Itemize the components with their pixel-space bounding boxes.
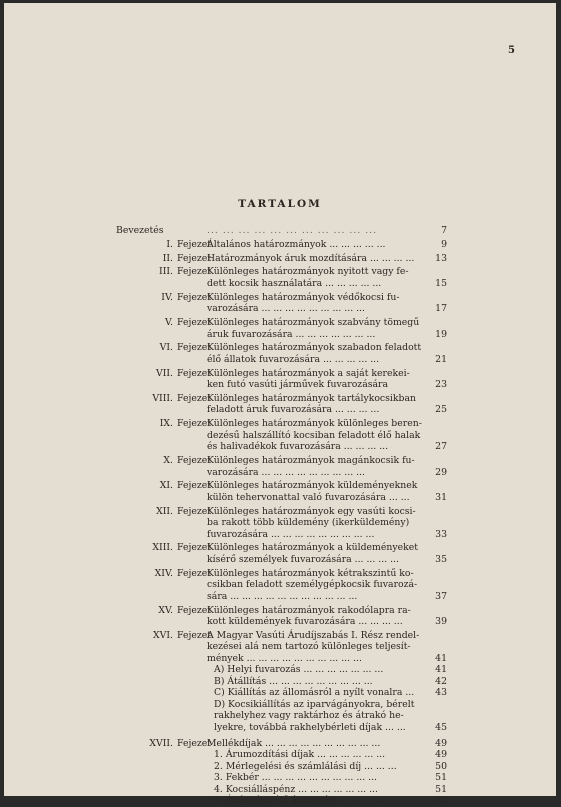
chapter-title-line: élő állatok fuvarozására ... ... ... ... ... (207, 353, 380, 365)
chapter-title-line: fuvarozására ... ... ... ... ... ... ... ... ... (207, 528, 375, 540)
chapter-word: Fejezet (177, 505, 211, 517)
chapter-word: Fejezet (177, 392, 211, 404)
chapter-word: Fejezet (177, 418, 211, 430)
chapter-page: 31 (435, 491, 447, 503)
chapter-page: 37 (435, 590, 447, 602)
chapter-number: XIII. (152, 542, 173, 554)
chapter-number: VI. (159, 342, 173, 354)
chapter-title-line: és halivadékok fuvarozására ... ... ... ... (207, 441, 389, 453)
chapter-word: Fejezet (177, 567, 211, 579)
chapter-title-line: áruk fuvarozására ... ... ... ... ... ... ... (207, 328, 376, 340)
chapter-title-line: ba rakott több küldemény (ikerküldemény) (207, 517, 410, 529)
chapter-number: II. (162, 252, 173, 264)
intro-page: 7 (441, 225, 447, 236)
intro-dots: ... ... ... ... ... ... ... ... ... ... ... (207, 225, 378, 236)
chapter-number: III. (159, 266, 173, 278)
chapter-word: Fejezet (177, 291, 211, 303)
chapter-word: Fejezet (177, 367, 211, 379)
chapter-title-line: kezései alá nem tartozó különleges teljesít- (207, 641, 411, 653)
chapter-title-line: Különleges határozmányok tartálykocsikban (207, 392, 416, 404)
chapter-page: 33 (435, 528, 447, 540)
subsection-label: lyekre, továbbá rakhelybérleti díjak ... ... (214, 721, 406, 733)
toc-heading: TARTALOM (238, 198, 322, 210)
subsection-page: 43 (435, 687, 447, 699)
chapter-title-line: A Magyar Vasúti Árudíjszabás I. Rész rendel- (207, 629, 420, 641)
chapter-page: 19 (435, 328, 447, 340)
chapter-word: Fejezet (177, 342, 211, 354)
chapter-title-line: Határozmányok áruk mozdítására ... ... ... ... (207, 252, 415, 264)
chapter-page: 41 (435, 652, 447, 664)
chapter-number: XI. (159, 480, 173, 492)
chapter-number: XII. (156, 505, 173, 517)
intro-label: Bevezetés (116, 225, 164, 236)
chapter-number: XV. (158, 604, 173, 616)
chapter-number: XVII. (149, 737, 173, 749)
subsection-label: rakhelyhez vagy raktárhoz és átrakó he- (214, 710, 404, 722)
subsection-page: 51 (435, 772, 447, 784)
chapter-page: 13 (435, 252, 447, 264)
subsection-label: 1. Árumozdítási díjak ... ... ... ... ... ... (214, 749, 386, 761)
chapter-title-line: sára ... ... ... ... ... ... ... ... ... ... ... (207, 590, 358, 602)
chapter-number: IV. (161, 291, 173, 303)
chapter-title-line: mények ... ... ... ... ... ... ... ... ... ... (207, 652, 362, 664)
chapter-title-line: Különleges határozmányok magánkocsik fu- (207, 455, 415, 466)
chapter-title-line: Különleges határozmányok szabvány tömegű (207, 317, 420, 328)
book-page (4, 3, 556, 807)
chapter-number: IX. (159, 418, 173, 430)
page-number: 5 (508, 45, 515, 56)
subsection-label: C) Kiállítás az állomásról a nyílt vonalra ... (214, 687, 415, 699)
chapter-word: Fejezet (177, 238, 211, 250)
subsection-label: D) Kocsikiállítás az iparvágányokra, bérelt (214, 698, 415, 710)
subsection-page: 50 (435, 760, 447, 772)
chapter-number: VIII. (152, 392, 173, 404)
subsection-page: 51 (435, 783, 447, 795)
chapter-title-line: Mellékdíjak ... ... ... ... ... ... ... ... ... ... (207, 737, 381, 749)
chapter-page: 27 (435, 441, 447, 453)
chapter-title-line: dett kocsik használatára ... ... ... ... ... (207, 277, 382, 289)
chapter-title-line: Különleges határozmányok egy vasúti kocsi- (207, 505, 416, 517)
chapter-page: 17 (435, 303, 447, 315)
chapter-word: Fejezet (177, 266, 211, 278)
chapter-title-line: Különleges határozmányok a saját kerekei- (207, 367, 410, 379)
subsection-page: 49 (435, 749, 447, 761)
chapter-word: Fejezet (177, 604, 211, 616)
chapter-title-line: Különleges határozmányok különleges beren- (207, 418, 422, 430)
chapter-number: X. (163, 455, 173, 466)
chapter-title-line: dezésű halszállító kocsiban feladott élő halak (207, 429, 421, 441)
chapter-title-line: kott küldemények fuvarozására ... ... ... ... (207, 616, 403, 627)
chapter-word: Fejezet (177, 455, 211, 466)
chapter-title-line: Különleges határozmányok a küldeményeket (207, 542, 418, 554)
chapter-title-line: külön tehervonattal való fuvarozására ... ... (207, 491, 410, 503)
subsection-page: 52 (435, 795, 447, 807)
chapter-title-line: varozására ... ... ... ... ... ... ... ... ... (207, 466, 365, 478)
subsection-page: 42 (435, 675, 447, 687)
chapter-number: XVI. (153, 629, 173, 641)
chapter-title-line: Különleges határozmányok rakodólapra ra- (207, 604, 411, 616)
chapter-number: XIV. (154, 567, 173, 579)
chapter-title-line: varozására ... ... ... ... ... ... ... ... ... (207, 303, 365, 315)
chapter-title-line: Általános határozmányok ... ... ... ... ... (207, 238, 386, 250)
chapter-word: Fejezet (177, 480, 211, 492)
chapter-page: 25 (435, 404, 447, 416)
chapter-number: V. (164, 317, 173, 328)
chapter-title-line: Különleges határozmányok küldeményeknek (207, 480, 418, 492)
chapter-number: I. (166, 238, 173, 250)
chapter-page: 15 (435, 277, 447, 289)
chapter-title-line: csikban feladott személygépkocsik fuvarozá- (207, 579, 418, 591)
chapter-word: Fejezet (177, 317, 211, 328)
subsection-label: 5. Álláspénz élő állatokért ... ... ... ... (214, 795, 385, 807)
chapter-word: Fejezet (177, 629, 211, 641)
chapter-title-line: Különleges határozmányok nyitott vagy fe- (207, 266, 409, 278)
chapter-title-line: kísérő személyek fuvarozására ... ... ... ... (207, 553, 399, 565)
chapter-page: 9 (441, 238, 447, 250)
subsection-label: 4. Kocsiálláspénz ... ... ... ... ... ... ... (214, 783, 378, 795)
chapter-title-line: Különleges határozmányok védőkocsi fu- (207, 291, 400, 303)
subsection-page: 41 (435, 664, 447, 676)
chapter-page: 29 (435, 466, 447, 478)
chapter-number: VII. (155, 367, 173, 379)
chapter-page: 35 (435, 553, 447, 565)
subsection-label: 3. Fekbér ... ... ... ... ... ... ... ... ... ... (214, 772, 378, 784)
subsection-page: 45 (435, 721, 447, 733)
chapter-page: 21 (435, 353, 447, 365)
subsection-label: 2. Mérlegelési és számlálási díj ... ... ... (214, 760, 397, 772)
chapter-title-line: Különleges határozmányok kétrakszintű ko- (207, 567, 414, 579)
chapter-word: Fejezet (177, 542, 211, 554)
chapter-page: 49 (435, 737, 447, 749)
chapter-word: Fejezet (177, 252, 211, 264)
chapter-page: 39 (435, 616, 447, 627)
chapter-title-line: ken futó vasúti járművek fuvarozására (207, 379, 389, 391)
chapter-page: 23 (435, 379, 447, 391)
chapter-title-line: Különleges határozmányok szabadon feladott (207, 342, 422, 354)
subsection-label: A) Helyi fuvarozás ... ... ... ... ... ... ... (214, 664, 384, 676)
chapter-title-line: feladott áruk fuvarozására ... ... ... ... (207, 404, 380, 416)
subsection-label: B) Átállítás ... ... ... ... ... ... ... ... ... (214, 675, 373, 687)
chapter-word: Fejezet (177, 737, 211, 749)
